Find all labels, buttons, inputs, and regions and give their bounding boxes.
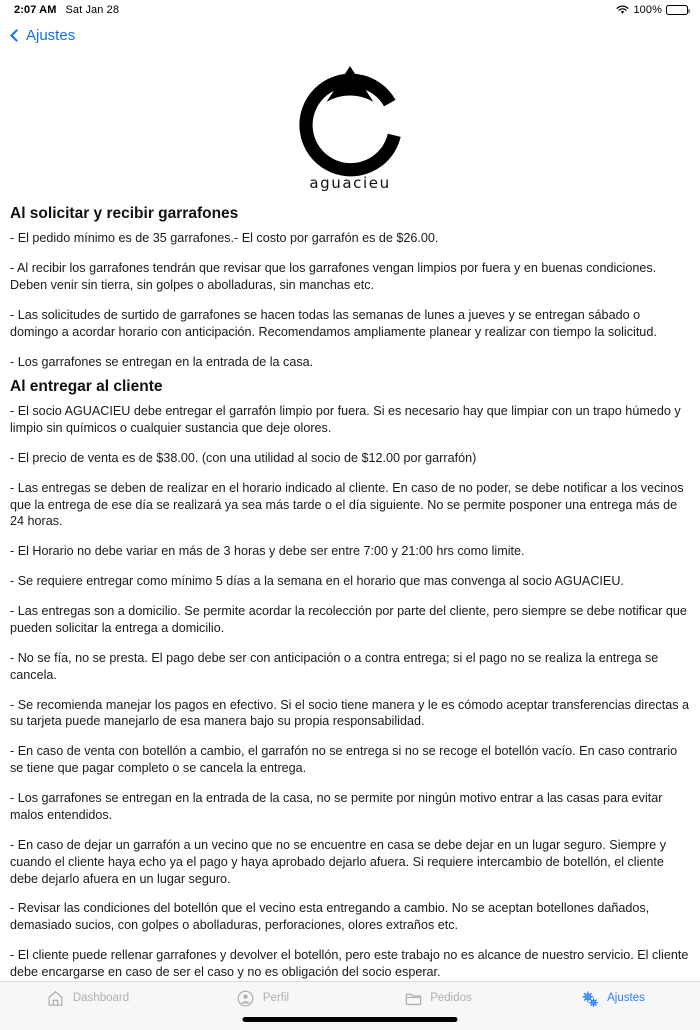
section-paragraph: - No se fía, no se presta. El pago debe ser con anticipación o a contra entrega; si el pago no se realiza la entrega se cancela. xyxy=(10,650,659,682)
section-paragraph: - Las solicitudes de surtido de garrafones se hacen todas las semanas de lunes a jueves y se entregan sábado o domingo a acordar horario con anticipación. Recomendamos ampliamente planear y realizar con tiempo la solicitud. xyxy=(10,308,657,339)
back-button-label: Ajustes xyxy=(26,26,76,44)
section-heading: Al entregar al cliente xyxy=(10,377,163,395)
document-section xyxy=(10,204,690,371)
home-icon xyxy=(46,989,66,1009)
section-paragraph: - El cliente puede rellenar garrafones y devolver el botellón, pero este trabajo no es alcance de nuestro servicio. El cliente debe encargarse en caso de ser el caso y no es obligación del socio esperar. xyxy=(10,948,689,979)
section-paragraph: - Los garrafones se entregan en la entrada de la casa, no se permite por ningún motivo entrar a las casas para evitar malos entendidos. xyxy=(10,791,663,822)
status-bar-right xyxy=(616,4,688,16)
navigation-bar xyxy=(0,20,700,50)
document-section xyxy=(10,377,690,981)
section-paragraph: - El socio AGUACIEU debe entregar el garrafón limpio por fuera. Si es necesario hay que limpiar con un trapo húmedo y limpio sin químicos o cualquier sustancia que deje olores. xyxy=(10,404,681,435)
section-paragraph: - El precio de venta es de $38.00. (con una utilidad al socio de $12.00 por garrafón) xyxy=(10,450,477,465)
section-paragraph: - Las entregas son a domicilio. Se permite acordar la recolección por parte del cliente, pero siempre se debe notificar que pueden solicitar la entrega a domicilio. xyxy=(10,604,687,635)
home-indicator xyxy=(243,1017,458,1022)
status-bar-left xyxy=(14,4,119,16)
tab-ajustes[interactable] xyxy=(525,989,700,1009)
status-time: 2:07 AM xyxy=(14,4,57,16)
folder-icon xyxy=(403,989,423,1009)
tab-ajustes-label: Ajustes xyxy=(607,992,645,1005)
section-paragraph: - En caso de venta con botellón a cambio, el garrafón no se entrega si no se recoge el botellón vacío. En caso contrario se tiene que pagar completo o se cancela la entrega. xyxy=(10,744,678,776)
tab-pedidos[interactable] xyxy=(350,989,525,1009)
section-paragraph: - En caso de dejar un garrafón a un vecino que no se encuentre en casa se debe dejar en un lugar seguro. Siempre y cuando el cliente haya echo ya el pago y haya aprobado dejarlo afuera. Si requiere intercambio de botellón, el cliente debe dejarlo afuera en un lugar seguro. xyxy=(10,837,667,886)
wifi-icon xyxy=(616,5,629,15)
settings-document-scroll-area[interactable] xyxy=(0,50,700,981)
status-bar xyxy=(0,0,700,20)
aguacieu-water-drop-logo-icon xyxy=(289,56,411,178)
chevron-left-icon xyxy=(10,29,23,42)
document-body xyxy=(10,204,690,981)
tab-perfil-label: Perfil xyxy=(262,992,290,1005)
back-button[interactable] xyxy=(8,25,79,46)
battery-full-icon xyxy=(666,5,688,15)
brand-wordmark: aguacieu xyxy=(309,174,391,192)
section-paragraph: - Las entregas se deben de realizar en el horario indicado al cliente. En caso de no poder, se debe notificar a los vecinos que la entrega de ese día se realizará ya sea más tarde o el día siguiente. No se permite posponer una entrega más de 24 horas. xyxy=(10,480,684,529)
status-date: Sat Jan 28 xyxy=(65,4,120,16)
section-paragraph: - Los garrafones se entregan en la entrada de la casa. xyxy=(10,354,314,369)
section-paragraph: - Al recibir los garrafones tendrán que revisar que los garrafones vengan limpios por fuera y en buenas condiciones. Deben venir sin tierra, sin golpes o abolladuras, sin manchas etc. xyxy=(10,261,657,293)
tab-perfil[interactable] xyxy=(175,989,350,1009)
battery-percent-label: 100% xyxy=(633,4,662,16)
section-heading: Al solicitar y recibir garrafones xyxy=(10,205,239,222)
section-paragraph: - Revisar las condiciones del botellón que el vecino esta entregando a cambio. No se aceptan botellones dañados, demasiado sucios, con golpes o abolladuras, perforaciones, olores extraños etc. xyxy=(10,901,650,933)
section-paragraph: - El pedido mínimo es de 35 garrafones.- El costo por garrafón es de $26.00. xyxy=(10,231,439,246)
person-circle-icon xyxy=(236,989,256,1009)
tab-dashboard[interactable] xyxy=(0,989,175,1009)
tab-dashboard-label: Dashboard xyxy=(72,992,130,1005)
section-paragraph: - Se requiere entregar como mínimo 5 días a la semana en el horario que mas convenga al socio AGUACIEU. xyxy=(10,574,624,589)
section-paragraph: - El Horario no debe variar en más de 3 horas y debe ser entre 7:00 y 21:00 hrs como limite. xyxy=(10,544,525,559)
tab-pedidos-label: Pedidos xyxy=(430,992,472,1005)
brand-logo-block xyxy=(10,50,690,198)
tab-bar xyxy=(0,981,700,1030)
section-paragraph: - Se recomienda manejar los pagos en efectivo. Si el socio tiene manera y le es cómodo aceptar transferencias directas a su tarjeta puede manejarlo de esa manera bajo su propia responsabilidad. xyxy=(10,697,690,729)
gears-icon xyxy=(580,989,600,1009)
